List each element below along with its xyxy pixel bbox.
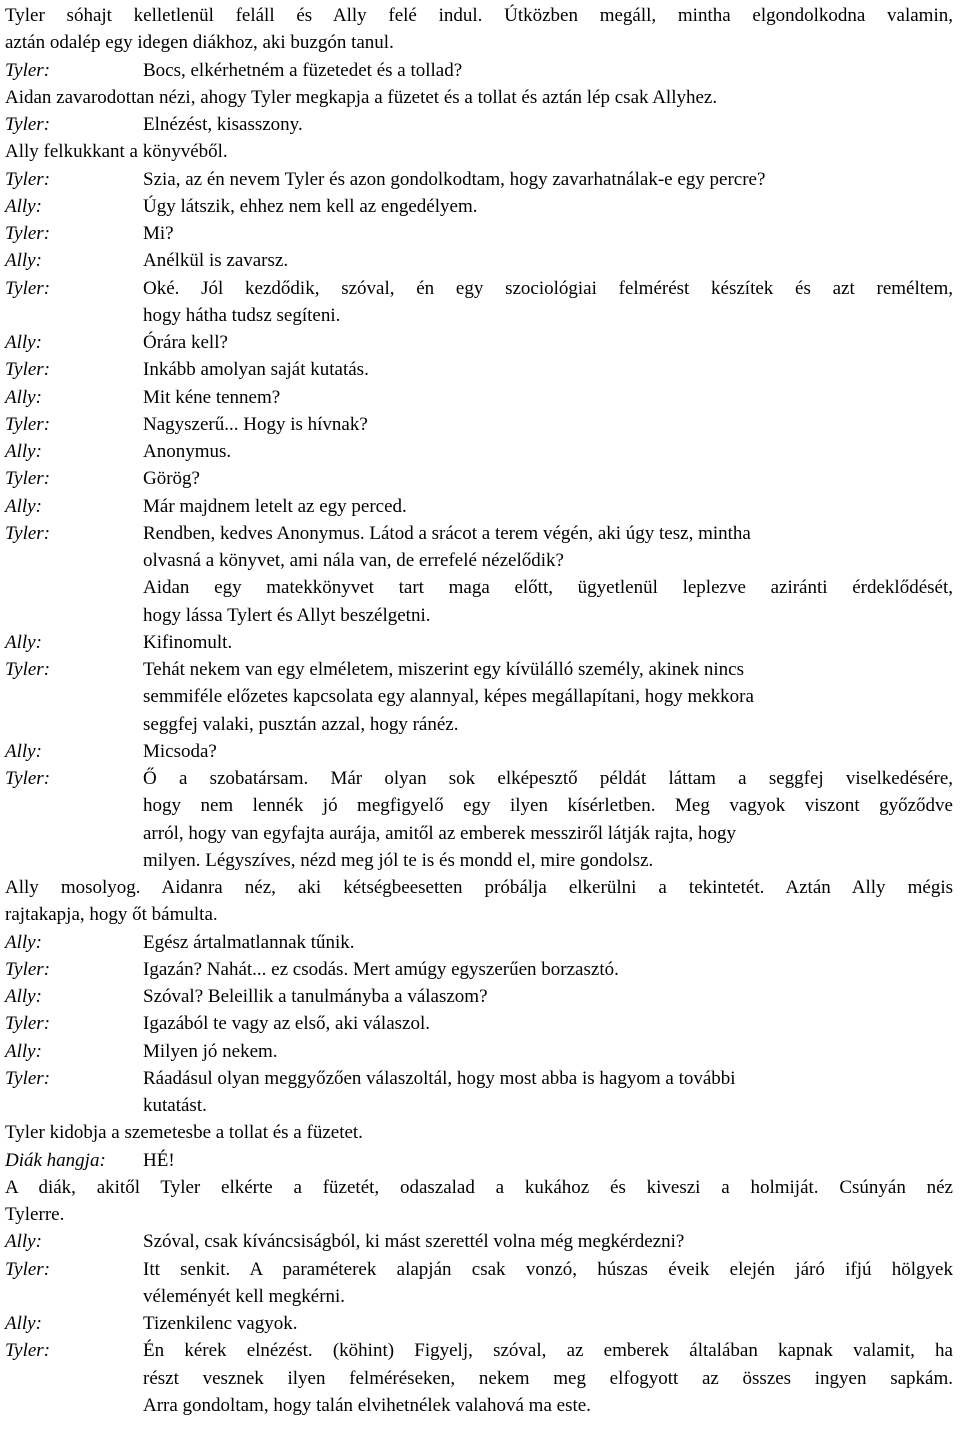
- dialogue-line: [5, 983, 953, 1010]
- text-line: kutatást.: [143, 1095, 207, 1116]
- dialogue-text: [143, 738, 953, 765]
- dialogue-text: [143, 1065, 953, 1120]
- dialogue-text: [143, 57, 953, 84]
- text-line: Aidan egy matekkönyvet tart maga előtt, ügyetlenül leplezve aziránti érdeklődését,: [143, 577, 953, 599]
- dialogue-text: [143, 438, 953, 465]
- dialogue-line: [5, 656, 953, 738]
- text-line: Micsoda?: [143, 740, 217, 762]
- speaker-name: Tyler:: [5, 768, 51, 789]
- text-line: semmiféle előzetes kapcsolata egy alannyal, képes megállapítani, hogy mekkora: [143, 686, 754, 708]
- text-line: Anélkül is zavarsz.: [143, 250, 289, 272]
- text-line: Arra gondoltam, hogy talán elvihetnélek valahová ma este.: [143, 1394, 591, 1416]
- text-line: hogy nem lennék jó megfigyelő egy ilyen kísérletben. Meg vagyok viszont győződve: [143, 795, 953, 817]
- dialogue-line: [5, 629, 953, 656]
- speaker-name: Ally:: [5, 386, 42, 408]
- stage-direction-text: [5, 138, 953, 165]
- speaker-name: Tyler:: [5, 168, 51, 190]
- text-line: véleményét kell megkérni.: [143, 1285, 346, 1307]
- text-line: Rendben, kedves Anonymus. Látod a srácot a terem végén, aki úgy tesz, mintha: [143, 522, 751, 544]
- speaker-name: Tyler:: [5, 277, 51, 299]
- text-line: Igazából te vagy az első, aki válaszol.: [143, 1013, 430, 1035]
- speaker-name: Ally:: [5, 1231, 42, 1253]
- dialogue-line: [5, 493, 953, 520]
- text-line: olvasná a könyvet, ami nála van, de errefelé nézelődik?: [143, 550, 564, 571]
- speaker-name: Ally:: [5, 931, 42, 953]
- speaker-name: Tyler:: [5, 468, 51, 490]
- dialogue-line: [5, 356, 953, 383]
- dialogue-line: [5, 193, 953, 220]
- text-line: Szia, az én nevem Tyler és azon gondolkodtam, hogy zavarhatnálak-e egy percre?: [143, 168, 766, 190]
- text-line: HÉ!: [143, 1149, 175, 1171]
- text-line: Anonymus.: [143, 441, 232, 462]
- speaker-name: Diák hangja:: [5, 1149, 106, 1171]
- text-line: Elnézést, kisasszony.: [143, 114, 303, 135]
- dialogue-text: [143, 356, 953, 383]
- dialogue-text: [143, 493, 953, 520]
- stage-direction: [5, 2, 953, 57]
- dialogue-line: [5, 57, 953, 84]
- text-line: Tizenkilenc vagyok.: [143, 1313, 298, 1334]
- dialogue-text: [143, 929, 953, 956]
- text-line: Tehát nekem van egy elméletem, miszerint egy kívülálló személy, akinek nincs: [143, 659, 745, 680]
- text-line: Szóval? Beleillik a tanulmányba a válaszom?: [143, 986, 488, 1007]
- text-line: Egész ártalmatlannak tűnik.: [143, 931, 355, 953]
- text-line: Inkább amolyan saját kutatás.: [143, 359, 369, 381]
- text-line: Nagyszerű... Hogy is hívnak?: [143, 413, 368, 435]
- stage-direction: [5, 874, 953, 929]
- speaker-name: Ally:: [5, 986, 42, 1007]
- speaker-name: Ally:: [5, 495, 42, 517]
- speaker-name: Tyler:: [5, 1258, 51, 1280]
- text-line: Itt senkit. A paraméterek alapján csak vonzó, húszas éveik elején járó ifjú hölgyek: [143, 1258, 953, 1280]
- text-line: Ő a szobatársam. Már olyan sok elképesztő példát láttam a seggfej viselkedésére,: [143, 768, 953, 789]
- dialogue-line: [5, 329, 953, 356]
- text-line: arról, hogy van egyfajta aurája, amitől az emberek messziről látják rajta, hogy: [143, 822, 736, 844]
- text-line: Mi?: [143, 223, 174, 244]
- dialogue-line: [5, 275, 953, 330]
- stage-direction: [5, 1119, 953, 1146]
- text-line: Görög?: [143, 468, 200, 490]
- text-line: Ally felkukkant a könyvéből.: [5, 141, 228, 163]
- stage-direction-text: [5, 84, 953, 111]
- dialogue-text: [143, 1147, 953, 1174]
- text-line: Ráadásul olyan meggyőzően válaszoltál, hogy most abba is hagyom a további: [143, 1067, 736, 1089]
- stage-direction: [5, 138, 953, 165]
- speaker-name: Ally:: [5, 332, 42, 353]
- dialogue-text: [143, 275, 953, 330]
- dialogue-text: [143, 520, 953, 629]
- text-line: részt vesznek ilyen felméréseken, nekem meg elfogyott az összes ingyen sapkám.: [143, 1367, 953, 1389]
- dialogue-text: [143, 629, 953, 656]
- speaker-name: Tyler:: [5, 659, 51, 680]
- dialogue-text: [143, 111, 953, 138]
- speaker-name: Tyler:: [5, 1013, 51, 1035]
- stage-direction: [5, 84, 953, 111]
- dialogue-line: [5, 1256, 953, 1311]
- speaker-name: Tyler:: [5, 114, 51, 135]
- dialogue-line: [5, 1228, 953, 1255]
- text-line: Bocs, elkérhetném a füzetedet és a tollad?: [143, 59, 463, 81]
- dialogue-line: [5, 465, 953, 492]
- text-line: Mit kéne tennem?: [143, 386, 281, 408]
- dialogue-text: [143, 1310, 953, 1337]
- text-line: Aidan zavarodottan nézi, ahogy Tyler megkapja a füzetet és a tollat és aztán lép csak Allyhez.: [5, 86, 718, 108]
- dialogue-line: [5, 1065, 953, 1120]
- text-line: Szóval, csak kíváncsiságból, ki mást szerettél volna még megkérdezni?: [143, 1231, 685, 1253]
- speaker-name: Ally:: [5, 1313, 42, 1334]
- text-line: Oké. Jól kezdődik, szóval, én egy szociológiai felmérést készítek és azt reméltem,: [143, 277, 953, 299]
- text-line: aztán odalép egy idegen diákhoz, aki buzgón tanul.: [5, 32, 394, 54]
- text-line: Én kérek elnézést. (köhint) Figyelj, szóval, az emberek általában kapnak valamit, ha: [143, 1340, 953, 1362]
- text-line: Úgy látszik, ehhez nem kell az engedélyem.: [143, 195, 478, 217]
- speaker-name: Tyler:: [5, 1067, 51, 1089]
- text-line: Tyler sóhajt kelletlenül feláll és Ally felé indul. Útközben megáll, mintha elgondolkodna valamin,: [5, 5, 953, 26]
- dialogue-line: [5, 738, 953, 765]
- dialogue-line: [5, 1337, 953, 1419]
- dialogue-line: [5, 1038, 953, 1065]
- speaker-name: Tyler:: [5, 413, 51, 435]
- dialogue-line: [5, 765, 953, 874]
- stage-direction-text: [5, 874, 953, 929]
- dialogue-text: [143, 384, 953, 411]
- dialogue-line: [5, 929, 953, 956]
- dialogue-line: [5, 111, 953, 138]
- text-line: milyen. Légyszíves, nézd meg jól te is és mondd el, mire gondolsz.: [143, 849, 654, 871]
- dialogue-text: [143, 193, 953, 220]
- text-line: Tylerre.: [5, 1204, 65, 1225]
- dialogue-text: [143, 1038, 953, 1065]
- text-line: Tyler kidobja a szemetesbe a tollat és a füzetet.: [5, 1122, 363, 1144]
- speaker-name: Tyler:: [5, 59, 51, 81]
- dialogue-line: [5, 520, 953, 629]
- text-line: Már majdnem letelt az egy perced.: [143, 495, 407, 517]
- speaker-name: Tyler:: [5, 359, 51, 381]
- speaker-name: Ally:: [5, 1040, 42, 1062]
- text-line: A diák, akitől Tyler elkérte a füzetét, odaszalad a kukához és kiveszi a holmiját. Csúnyán néz: [5, 1176, 953, 1198]
- dialogue-text: [143, 1256, 953, 1311]
- dialogue-text: [143, 411, 953, 438]
- dialogue-text: [143, 1010, 953, 1037]
- speaker-name: Ally:: [5, 250, 42, 272]
- dialogue-text: [143, 765, 953, 874]
- stage-direction: [5, 1174, 953, 1229]
- stage-direction-text: [5, 1174, 953, 1229]
- dialogue-line: [5, 384, 953, 411]
- stage-direction-text: [5, 2, 953, 57]
- dialogue-line: [5, 166, 953, 193]
- dialogue-text: [143, 1337, 953, 1419]
- dialogue-text: [143, 465, 953, 492]
- speaker-name: Tyler:: [5, 1340, 51, 1362]
- dialogue-text: [143, 656, 953, 738]
- speaker-name: Ally:: [5, 195, 42, 217]
- speaker-name: Ally:: [5, 740, 42, 762]
- text-line: Igazán? Nahát... ez csodás. Mert amúgy egyszerűen borzasztó.: [143, 958, 619, 980]
- text-line: seggfej valaki, pusztán azzal, hogy ránéz.: [143, 713, 459, 735]
- speaker-name: Tyler:: [5, 223, 51, 244]
- text-line: Kifinomult.: [143, 631, 233, 653]
- dialogue-text: [143, 247, 953, 274]
- text-line: hogy lássa Tylert és Allyt beszélgetni.: [143, 604, 431, 626]
- dialogue-line: [5, 438, 953, 465]
- dialogue-text: [143, 1228, 953, 1255]
- stage-direction-text: [5, 1119, 953, 1146]
- dialogue-text: [143, 983, 953, 1010]
- text-line: Órára kell?: [143, 332, 228, 353]
- dialogue-text: [143, 166, 953, 193]
- dialogue-line: [5, 1010, 953, 1037]
- text-line: hogy hátha tudsz segíteni.: [143, 304, 341, 326]
- dialogue-line: [5, 1147, 953, 1174]
- dialogue-line: [5, 247, 953, 274]
- dialogue-text: [143, 956, 953, 983]
- dialogue-text: [143, 329, 953, 356]
- dialogue-text: [143, 220, 953, 247]
- dialogue-line: [5, 220, 953, 247]
- speaker-name: Tyler:: [5, 522, 51, 544]
- text-line: Ally mosolyog. Aidanra néz, aki kétségbeesetten próbálja elkerülni a tekintetét. Aztán Ally mégis: [5, 877, 953, 898]
- text-line: rajtakapja, hogy őt bámulta.: [5, 904, 218, 926]
- dialogue-line: [5, 1310, 953, 1337]
- dialogue-line: [5, 956, 953, 983]
- speaker-name: Tyler:: [5, 958, 51, 980]
- speaker-name: Ally:: [5, 631, 42, 653]
- speaker-name: Ally:: [5, 441, 42, 462]
- text-line: Milyen jó nekem.: [143, 1040, 278, 1062]
- dialogue-line: [5, 411, 953, 438]
